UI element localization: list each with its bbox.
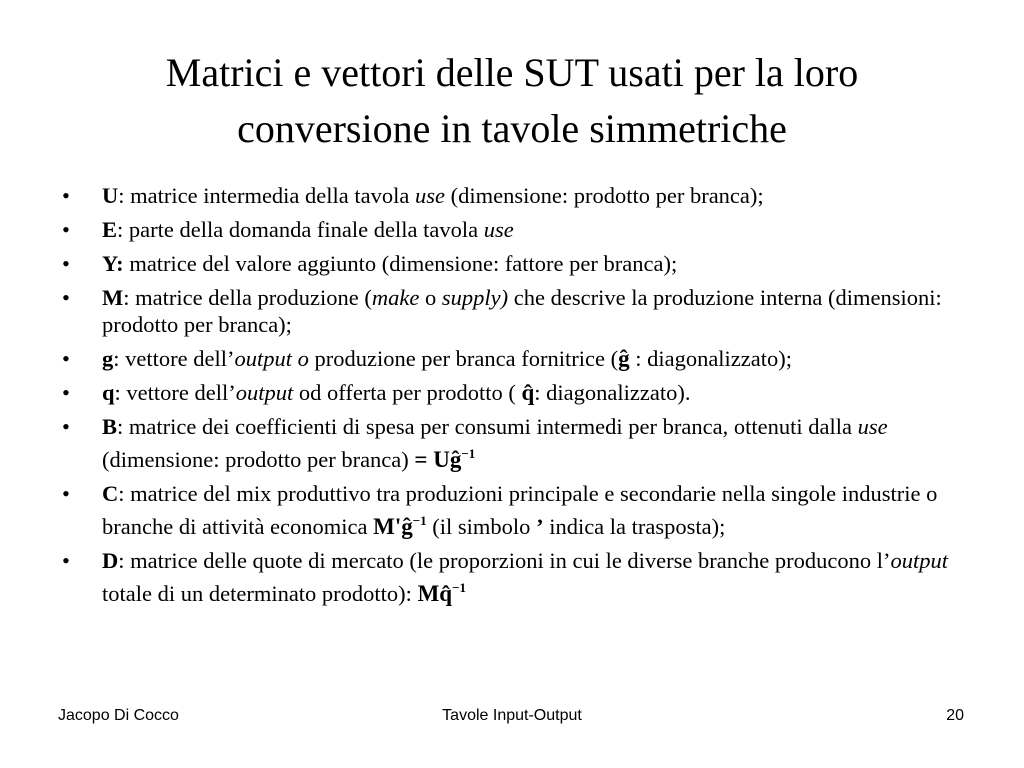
text: : vettore dell’ xyxy=(114,380,236,405)
italic-text: supply) xyxy=(441,285,509,310)
bullet-dot: • xyxy=(62,548,70,573)
bullet-list xyxy=(62,182,962,614)
footer-title: Tavole Input-Output xyxy=(442,707,582,724)
text: : diagonalizzato); xyxy=(629,346,793,371)
title-line-2: conversione in tavole simmetriche xyxy=(237,106,787,151)
text: : parte della domanda finale della tavola xyxy=(117,217,484,242)
bullet-dot: • xyxy=(62,346,70,371)
term: M xyxy=(102,285,124,310)
bullet-q xyxy=(62,379,962,406)
italic-text: make xyxy=(371,285,420,310)
bullet-U xyxy=(62,182,962,209)
italic-text: use xyxy=(415,183,445,208)
math-symbol: q̂ xyxy=(521,380,535,405)
text: (dimensione: prodotto per branca); xyxy=(445,183,764,208)
formula-text: = Uĝ xyxy=(414,447,462,472)
bullet-g xyxy=(62,345,962,372)
math-formula xyxy=(418,581,466,606)
text: : matrice della produzione ( xyxy=(123,285,372,310)
math-symbol: ĝ xyxy=(618,346,630,371)
text: od offerta per prodotto ( xyxy=(293,380,522,405)
bullet-E xyxy=(62,216,962,243)
term: B xyxy=(102,414,118,439)
bullet-dot: • xyxy=(62,285,70,310)
text: o xyxy=(419,285,442,310)
term: C xyxy=(102,481,119,506)
text: : matrice del mix produttivo tra produzioni principale e secondarie nella singole industrie o branche di attività economica xyxy=(102,481,938,539)
footer-page-number: 20 xyxy=(946,707,964,724)
text: (il simbolo xyxy=(426,514,537,539)
formula-exponent: −1 xyxy=(452,580,466,595)
formula-exponent: −1 xyxy=(412,513,427,528)
bullet-M xyxy=(62,284,962,338)
term: g xyxy=(102,346,114,371)
bold-symbol: ’ xyxy=(536,514,544,539)
bullet-B xyxy=(62,413,962,473)
italic-text: use xyxy=(857,414,888,439)
text: produzione per branca fornitrice ( xyxy=(308,346,619,371)
formula-text: M'ĝ xyxy=(373,514,413,539)
text: : matrice intermedia della tavola xyxy=(118,183,415,208)
text: : vettore dell’ xyxy=(113,346,235,371)
slide-title xyxy=(60,45,964,157)
footer-author: Jacopo Di Cocco xyxy=(58,707,179,724)
bullet-dot: • xyxy=(62,481,70,506)
formula-text: Mq̂ xyxy=(417,581,453,606)
text: indica la trasposta); xyxy=(543,514,726,539)
title-line-1: Matrici e vettori delle SUT usati per la loro xyxy=(165,50,859,95)
math-formula xyxy=(373,514,427,539)
text: che descrive la produzione interna (dimensioni: prodotto per branca); xyxy=(102,285,942,337)
text: (dimensione: prodotto per branca) xyxy=(102,447,415,472)
italic-text: output xyxy=(235,380,294,405)
term: Y: xyxy=(102,251,124,276)
math-formula xyxy=(414,447,475,472)
bullet-D xyxy=(62,547,962,607)
text: matrice del valore aggiunto (dimensione: fattore per branca); xyxy=(123,251,678,276)
italic-text: use xyxy=(483,217,514,242)
term: q xyxy=(102,380,115,405)
text: : matrice dei coefficienti di spesa per consumi intermedi per branca, ottenuti dalla xyxy=(117,414,858,439)
bullet-dot: • xyxy=(62,251,70,276)
text: : matrice delle quote di mercato (le proporzioni in cui le diverse branche producono l’ xyxy=(118,548,891,573)
bullet-Y xyxy=(62,250,962,277)
bullet-dot: • xyxy=(62,183,70,208)
bullet-dot: • xyxy=(62,217,70,242)
italic-text: output xyxy=(890,548,948,573)
bullet-dot: • xyxy=(62,414,70,439)
text: : diagonalizzato). xyxy=(534,380,691,405)
italic-text: output o xyxy=(234,346,309,371)
term: D xyxy=(102,548,119,573)
bullet-dot: • xyxy=(62,380,70,405)
bullet-C xyxy=(62,480,962,540)
formula-exponent: −1 xyxy=(461,446,476,461)
term: E xyxy=(102,217,118,242)
term: U xyxy=(102,183,119,208)
text: totale di un determinato prodotto): xyxy=(102,581,418,606)
